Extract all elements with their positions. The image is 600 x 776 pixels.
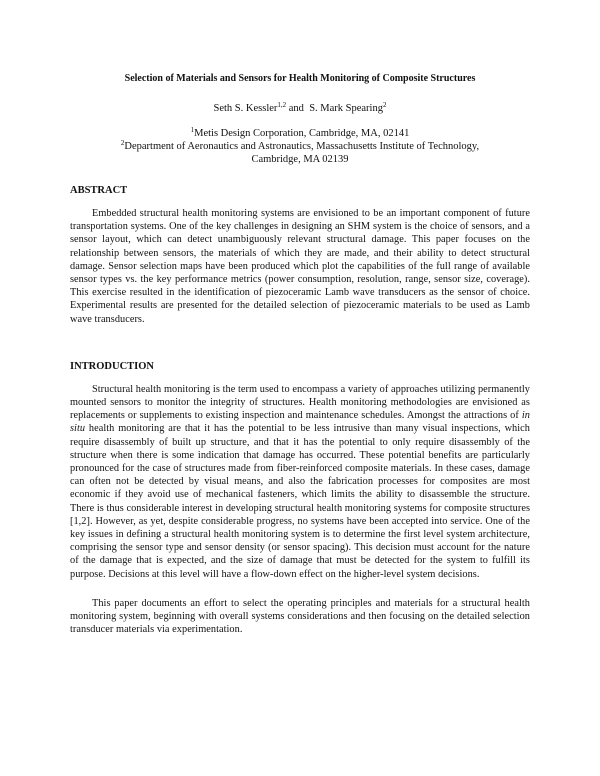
paper-page — [70, 60, 530, 636]
author-kessler: Seth S. Kessler — [213, 103, 278, 114]
author-kessler-affiliation-marker: 1,2 — [277, 101, 287, 109]
author-conjunction: and — [288, 103, 304, 114]
introduction-paragraph-1 — [70, 383, 530, 581]
paper-title: Selection of Materials and Sensors for Health Monitoring of Composite Structures — [124, 73, 476, 84]
affiliation-2 — [70, 140, 530, 153]
abstract-paragraph: Embedded structural health monitoring systems are envisioned to be an important component of future transportation systems. One of the key challenges in designing an SHM system is the choice of sensors, and a sensor layout, which can detect unambiguously relevant structural damage. This paper focuses on the relationship between sensors, the materials of which they are made, and their ability to detect structural damage. Sensor selection maps have been produced which plot the capabilities of the full range of available sensor types vs. the key performance metrics (power consumption, resolution, range, sensor size, coverage). This exercise resulted in the identification of piezoceramic Lamb wave transducers as the sensor of choice. Experimental results are presented for the detailed selection of piezoceramic materials to be used as Lamb wave transducers. — [70, 208, 530, 325]
affiliation-1-text: Metis Design Corporation, Cambridge, MA, 02141 — [194, 128, 410, 139]
introduction-p1-part-2: health monitoring are that it has the potential to be less intrusive than many visual inspections, which require disassembly of built up structure, and that it has the potential to only require disassembly of the structure when there is some indication that damage has occurred. These potential benefits are particularly pronounced for the case of structures made from fiber-reinforced composite materials. In these cases, damage can often not be detected by visual means, and also the fabrication processes for composites are most economic if they avoid use of mechanical fasteners, which limits the ability to disassemble the structure. There is thus considerable interest in developing structural health monitoring systems for composite structures [1,2]. However, as yet, despite considerable progress, no systems have been accepted into service. One of the key issues in defining a structural health monitoring system is to determine the first level system architecture, comprising the sensor type and sensor density (or sensor spacing). This decision must account for the nature of the damage that is expected, and the size of damage that must be detected for the system to fulfill its purpose. Decisions at this level will have a flow-down effect on the higher-level system decisions. — [70, 423, 530, 580]
introduction-p1-italic-in-situ: in situ — [70, 410, 530, 435]
abstract-heading: ABSTRACT — [70, 185, 128, 196]
affiliations — [70, 127, 530, 166]
affiliation-2-marker: 2 — [120, 139, 125, 147]
author-spearing: S. Mark Spearing — [309, 103, 383, 114]
introduction-p1-part-1: Structural health monitoring is the term used to encompass a variety of approaches utilizing permanently mounted sensors to monitor the integrity of structures. Health monitoring methodologies are envisioned as replacements or supplements to existing inspection and maintenance schedules. Amongst the attractions of — [70, 383, 530, 422]
author-line — [70, 102, 530, 115]
author-spearing-affiliation-marker: 2 — [382, 101, 387, 109]
introduction-paragraph-2: This paper documents an effort to select the operating principles and materials for a structural health monitoring system, beginning with overall systems considerations and then focusing on the detailed selection transducer materials via experimentation. — [70, 597, 530, 636]
affiliation-1 — [70, 127, 530, 140]
affiliation-2-text: Department of Aeronautics and Astronautics, Massachusetts Institute of Technology, — [124, 141, 480, 152]
introduction-heading: INTRODUCTION — [70, 360, 155, 372]
affiliation-1-marker: 1 — [190, 126, 195, 134]
affiliation-2-continued: Cambridge, MA 02139 — [251, 154, 349, 165]
